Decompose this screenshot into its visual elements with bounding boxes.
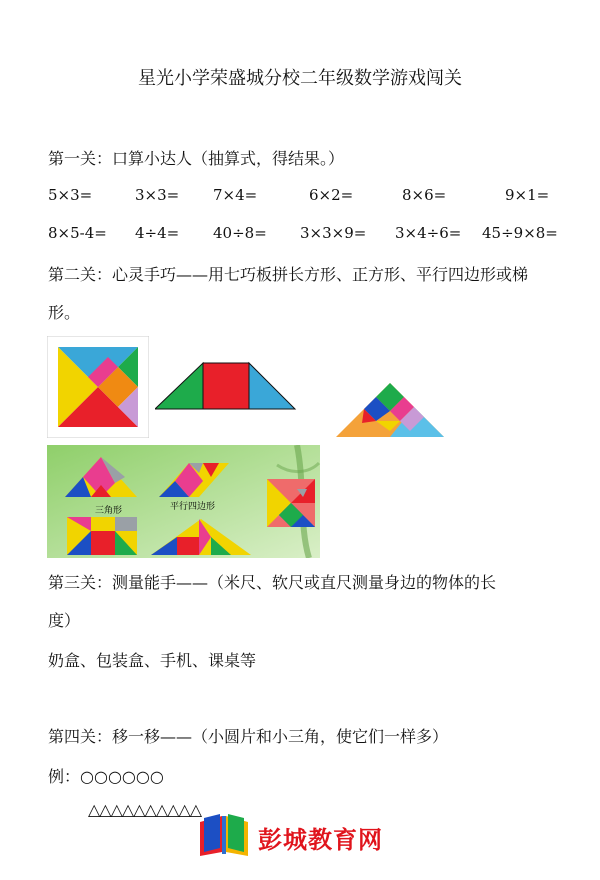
level1-heading: 第一关：口算小达人（抽算式，得结果。） (48, 149, 345, 168)
equation: 7×4= (213, 186, 258, 204)
equation: 6×2= (309, 186, 354, 204)
book-logo-icon (196, 814, 252, 858)
level4-heading: 第四关：移一移——（小圆片和小三角，使它们一样多） (48, 727, 449, 746)
tangram-trapezoid-image (155, 361, 297, 411)
page-title: 星光小学荣盛城分校二年级数学游戏闯关 (138, 68, 462, 89)
equation: 8×5-4= (48, 224, 107, 242)
equation: 8×6= (402, 186, 447, 204)
example-label: 例： (48, 767, 81, 786)
tangram-square-image (47, 336, 149, 438)
circles-row: ○○○○○○ (80, 767, 164, 786)
level3-heading: 第三关：测量能手——（米尺、软尺或直尺测量身边的物体的长 (48, 573, 497, 592)
level3-items: 奶盒、包装盒、手机、课桌等 (48, 651, 257, 670)
equation: 4÷4= (135, 224, 180, 242)
caption-triangle: 三角形 (95, 506, 123, 516)
level2-heading-cont: 形。 (48, 303, 81, 322)
caption-parallelogram: 平行四边形 (170, 502, 216, 512)
logo-text: 彭城教育网 (258, 826, 383, 854)
level4-example (48, 764, 164, 787)
level2-heading: 第二关：心灵手巧——用七巧板拼长方形、正方形、平行四边形或梯 (48, 265, 529, 284)
equation: 45÷9×8= (482, 224, 558, 242)
equation: 9×1= (505, 186, 550, 204)
equation: 3×3×9= (300, 224, 367, 242)
triangles-row: △△△△△△△△△△ (88, 800, 202, 819)
tangram-examples-banner (47, 445, 320, 558)
equation: 5×3= (48, 186, 93, 204)
equation: 3×4÷6= (395, 224, 462, 242)
tangram-triangle-image (336, 383, 444, 439)
level3-heading-cont: 度） (48, 611, 81, 630)
site-logo (196, 812, 416, 858)
equation: 3×3= (135, 186, 180, 204)
equation: 40÷8= (213, 224, 267, 242)
